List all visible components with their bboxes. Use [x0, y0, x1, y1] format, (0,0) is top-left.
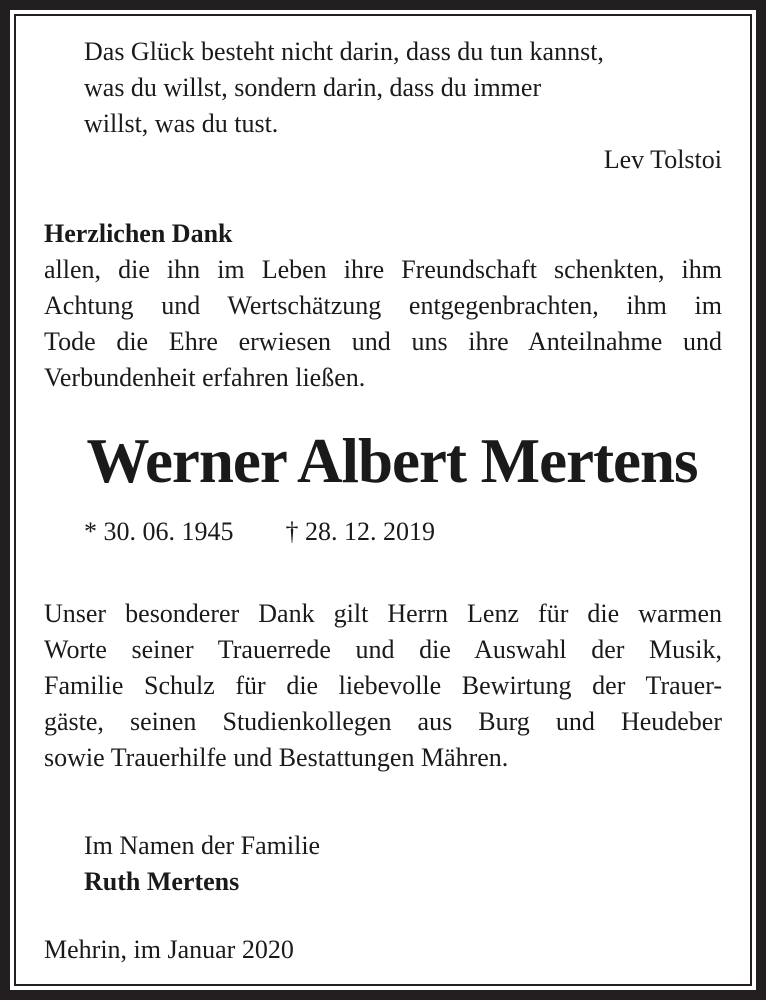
quote-block [44, 34, 722, 178]
special-thanks-text [44, 596, 722, 776]
special-thanks-line: Familie Schulz für die liebevolle Bewirtung der Trauer- [44, 671, 722, 700]
death-date: † 28. 12. 2019 [285, 517, 435, 546]
quote-line: Das Glück besteht nicht darin, dass du tun kannst, [84, 37, 604, 66]
birth-date: * 30. 06. 1945 [84, 517, 234, 546]
place-date: Mehrin, im Januar 2020 [44, 935, 294, 964]
thanks-line: Verbundenheit erfahren ließen. [44, 363, 366, 392]
obituary-notice [44, 34, 722, 968]
thanks-line: allen, die ihn im Leben ihre Freundschaft schenkten, ihm [44, 255, 722, 284]
deceased-name: Werner Albert Mertens [86, 426, 698, 496]
quote-author: Lev Tolstoi [603, 145, 722, 174]
thanks-line: Tode die Ehre erwiesen und uns ihre Anteilnahme und [44, 327, 722, 356]
life-dates [44, 514, 722, 550]
quote-line: willst, was du tust. [84, 109, 279, 138]
quote-line: was du willst, sondern darin, dass du immer [84, 73, 542, 102]
special-thanks-line: gäste, seinen Studienkollegen aus Burg und Heudeber [44, 707, 722, 736]
special-thanks-line: Worte seiner Trauerrede und die Auswahl der Musik, [44, 635, 722, 664]
thanks-line: Achtung und Wertschätzung entgegenbrachten, ihm im [44, 291, 722, 320]
signoff-intro: Im Namen der Familie [84, 831, 321, 860]
thanks-text [44, 252, 722, 396]
special-thanks-line: sowie Trauerhilfe und Bestattungen Mähren. [44, 743, 509, 772]
signoff-name: Ruth Mertens [84, 867, 240, 896]
special-thanks-line: Unser besonderer Dank gilt Herrn Lenz für die warmen [44, 599, 722, 628]
thanks-heading: Herzlichen Dank [44, 219, 233, 248]
signoff-block [44, 828, 722, 900]
